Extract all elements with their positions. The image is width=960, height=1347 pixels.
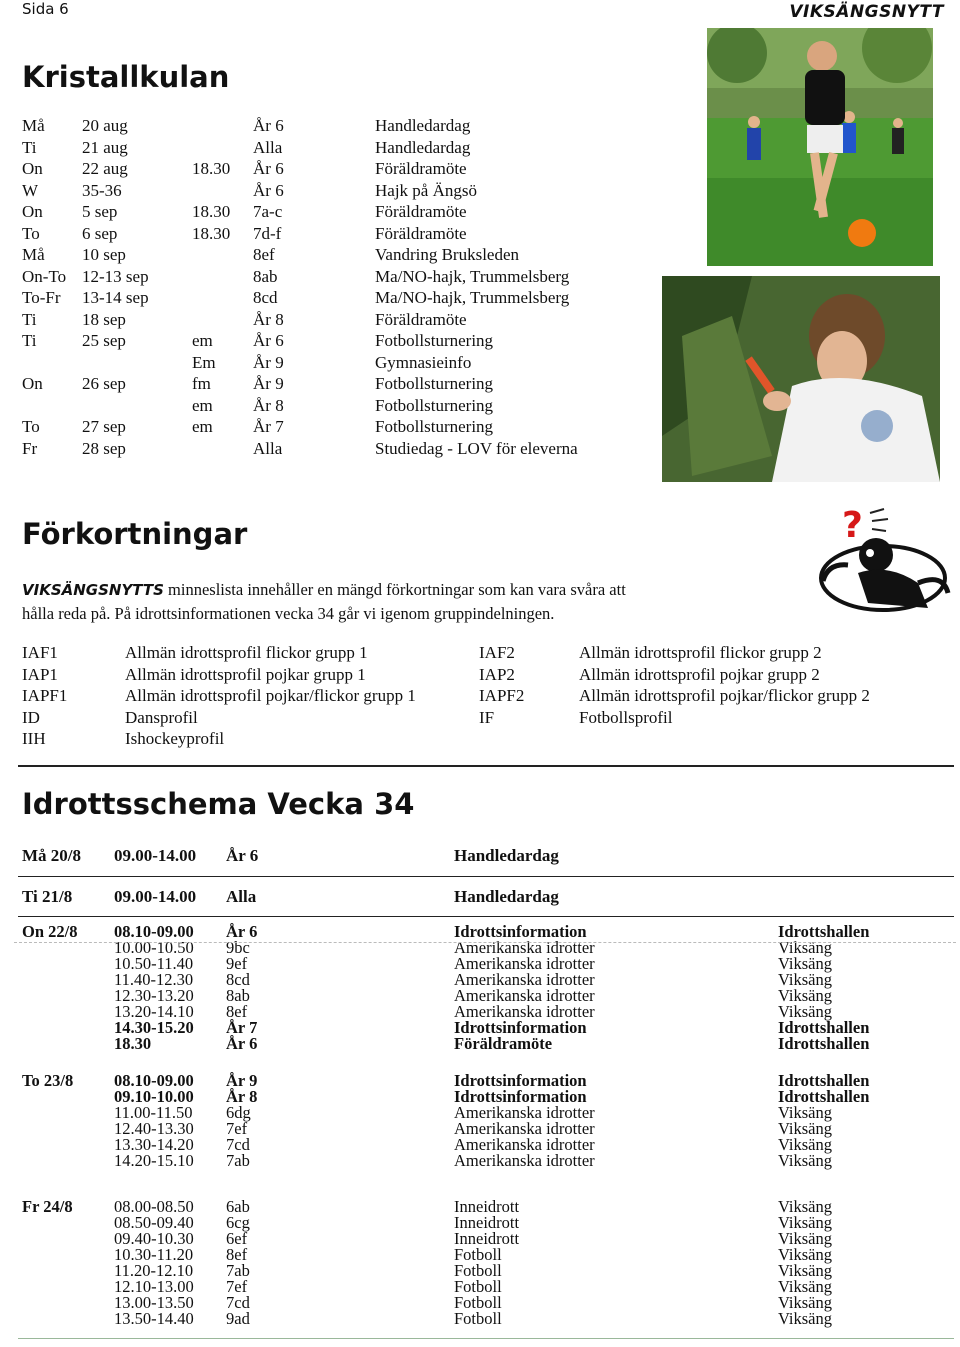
abbreviation-meaning: Allmän idrottsprofil flickor grupp 2 [579, 643, 822, 662]
idrottsschema-title: Idrottsschema Vecka 34 [22, 787, 415, 821]
abbreviation-code: IAPF1 [22, 686, 68, 705]
schedule-activity: Handledardag [454, 887, 559, 906]
kristallkulan-cell: År 6 [253, 116, 284, 135]
schedule-group: 7cd [226, 1293, 250, 1312]
kristallkulan-cell: Föräldramöte [375, 159, 467, 178]
schedule-group: År 6 [226, 922, 258, 941]
schedule-time: 09.40-10.30 [114, 1229, 194, 1248]
schedule-time: 13.30-14.20 [114, 1135, 194, 1154]
kristallkulan-cell: On [22, 159, 43, 178]
kristallkulan-cell: Fotbollsturnering [375, 417, 494, 436]
schedule-group: År 6 [226, 846, 259, 865]
schedule-row [22, 1153, 952, 1169]
schedule-time: 14.30-15.20 [114, 1018, 194, 1037]
schedule-location: Viksäng [778, 1229, 833, 1248]
kristallkulan-cell: Ma/NO-hajk, Trummelsberg [375, 266, 570, 286]
kristallkulan-cell: 18.30 [192, 202, 231, 221]
abbreviation-row [22, 729, 952, 751]
kristallkulan-cell: On [22, 374, 43, 393]
kristallkulan-cell: År 7 [253, 417, 284, 436]
schedule-group: 7ef [226, 1119, 248, 1138]
schedule-day-label: Må 20/8 [22, 846, 82, 865]
schedule-location: Viksäng [778, 1245, 833, 1264]
schedule-group: Alla [226, 887, 257, 906]
schedule-time: 11.20-12.10 [114, 1261, 194, 1280]
schedule-activity: Amerikanska idrotter [454, 970, 595, 989]
schedule-activity: Inneidrott [454, 1197, 520, 1216]
kristallkulan-cell: Föräldramöte [375, 223, 467, 243]
schedule-dashed-divider [14, 942, 956, 943]
schedule-location: Idrottshallen [778, 922, 870, 941]
kristallkulan-cell: År 6 [253, 159, 284, 178]
abbreviation-code: IAP1 [22, 664, 58, 684]
schedule-time: 12.30-13.20 [114, 986, 194, 1005]
schedule-day [22, 924, 952, 1052]
schedule-activity: Amerikanska idrotter [454, 1135, 595, 1154]
kristallkulan-cell: 21 aug [82, 137, 128, 157]
kristallkulan-cell: 28 sep [82, 438, 126, 458]
schedule-group: 8cd [226, 970, 250, 989]
abbreviation-code: IAP2 [479, 664, 515, 684]
kristallkulan-cell: År 6 [253, 180, 284, 200]
schedule-time: 12.10-13.00 [114, 1277, 194, 1296]
kristallkulan-cell: Ma/NO-hajk, Trummelsberg [375, 288, 570, 307]
schedule-group: År 6 [226, 1034, 258, 1053]
kristallkulan-cell: 26 sep [82, 374, 126, 393]
kristallkulan-cell: Må [22, 116, 45, 135]
schedule-row [22, 1036, 952, 1052]
schedule-time: 11.00-11.50 [114, 1103, 193, 1122]
kristallkulan-cell: 7d-f [253, 223, 282, 243]
kristallkulan-cell: 13-14 sep [82, 288, 149, 307]
abbreviation-code: IIH [22, 729, 46, 748]
schedule-group: 9ad [226, 1309, 250, 1328]
schedule-row [22, 1311, 952, 1327]
schedule-location: Viksäng [778, 1213, 833, 1232]
schedule-activity: Idrottsinformation [454, 1087, 587, 1106]
kristallkulan-cell: 25 sep [82, 331, 126, 350]
kristallkulan-cell: 8ef [253, 245, 275, 264]
kristallkulan-cell: 12-13 sep [82, 266, 149, 286]
schedule-group: 8ef [226, 1002, 248, 1021]
kristallkulan-cell: Vandring Bruksleden [375, 245, 520, 264]
kristallkulan-cell: em [192, 417, 213, 436]
kristallkulan-cell: Fotbollsturnering [375, 395, 494, 415]
schedule-day [22, 1199, 952, 1327]
kristallkulan-cell: Ti [22, 331, 37, 350]
schedule-time: 13.50-14.40 [114, 1309, 194, 1328]
kristallkulan-cell: Fotbollsturnering [375, 374, 494, 393]
schedule-activity: Fotboll [454, 1277, 502, 1296]
intro-line2: hålla reda på. På idrottsinformationen vecka 34 går vi igenom gruppindelningen. [22, 604, 555, 623]
schedule-activity: Fotboll [454, 1245, 502, 1264]
football-photo-image [707, 28, 933, 266]
kristallkulan-cell: 20 aug [82, 116, 128, 135]
schedule-location: Idrottshallen [778, 1071, 870, 1090]
schedule-activity: Inneidrott [454, 1229, 520, 1248]
schedule-group: 8ef [226, 1245, 248, 1264]
schedule-group: 7ab [226, 1151, 250, 1170]
schedule-time: 08.10-09.00 [114, 922, 194, 941]
schedule-location: Viksäng [778, 1119, 833, 1138]
schedule-activity: Föräldramöte [454, 1034, 553, 1053]
confused-figure-icon [808, 503, 958, 623]
kristallkulan-cell: År 6 [253, 331, 284, 350]
kristallkulan-cell: Alla [253, 438, 283, 458]
schedule-group: 7ab [226, 1261, 250, 1280]
kristallkulan-cell: Ti [22, 137, 37, 157]
schedule-activity: Amerikanska idrotter [454, 1002, 595, 1021]
svg-text:?: ? [842, 505, 863, 546]
schedule-location: Viksäng [778, 1309, 833, 1328]
kristallkulan-cell: Studiedag - LOV för eleverna [375, 438, 578, 458]
schedule-location: Viksäng [778, 938, 833, 957]
schedule-group: 7ef [226, 1277, 248, 1296]
forkortningar-title: Förkortningar [22, 517, 248, 551]
kristallkulan-cell: 35-36 [82, 180, 122, 200]
schedule-time: 09.10-10.00 [114, 1087, 194, 1106]
schedule-group: 6dg [226, 1103, 251, 1122]
schedule-row [22, 889, 952, 907]
kristallkulan-cell: År 8 [253, 395, 284, 415]
kristallkulan-cell: 7a-c [253, 202, 283, 221]
schedule-location: Idrottshallen [778, 1018, 870, 1037]
schedule-activity: Fotboll [454, 1309, 502, 1328]
schedule-location: Viksäng [778, 1103, 833, 1122]
schedule-time: 11.40-12.30 [114, 970, 194, 989]
kristallkulan-cell: 8cd [253, 288, 278, 307]
schedule-activity: Fotboll [454, 1293, 502, 1312]
kristallkulan-cell: Alla [253, 137, 283, 157]
schedule-group: År 9 [226, 1071, 258, 1090]
kristallkulan-cell: fm [192, 374, 211, 393]
schedule-location: Viksäng [778, 1151, 833, 1170]
kristallkulan-cell: W [22, 180, 39, 200]
page-bottom-line [18, 1338, 954, 1339]
kristallkulan-cell: År 9 [253, 374, 284, 393]
kristallkulan-cell: em [192, 395, 213, 415]
schedule-time: 09.00-14.00 [114, 887, 197, 906]
schedule-day-label: Ti 21/8 [22, 887, 73, 906]
football-photo [707, 28, 933, 266]
abbreviation-meaning: Dansprofil [125, 707, 198, 727]
schedule-activity: Amerikanska idrotter [454, 1103, 595, 1122]
schedule-activity: Amerikanska idrotter [454, 986, 595, 1005]
kristallkulan-cell: 18.30 [192, 223, 231, 243]
schedule-group: 6ef [226, 1229, 248, 1248]
schedule-activity: Fotboll [454, 1261, 502, 1280]
schedule-time: 08.00-08.50 [114, 1197, 194, 1216]
abbreviation-row [22, 708, 952, 730]
abbreviation-meaning: Allmän idrottsprofil pojkar grupp 1 [125, 664, 366, 684]
schedule-location: Viksäng [778, 970, 833, 989]
schedule-location: Viksäng [778, 1277, 833, 1296]
kristallkulan-cell: År 9 [253, 352, 284, 372]
abbreviation-meaning: Allmän idrottsprofil pojkar/flickor grupp 2 [579, 686, 870, 705]
schedule-time: 12.40-13.30 [114, 1119, 194, 1138]
abbreviations-table [22, 643, 952, 751]
schedule-location: Viksäng [778, 1197, 833, 1216]
schedule-group: 8ab [226, 986, 250, 1005]
schedule-activity: Amerikanska idrotter [454, 938, 595, 957]
schedule-time: 08.50-09.40 [114, 1213, 194, 1232]
kristallkulan-cell: On-To [22, 266, 67, 286]
schedule-activity: Handledardag [454, 846, 559, 865]
schedule-divider [18, 876, 954, 877]
abbreviation-row [22, 643, 952, 665]
abbreviation-row [22, 665, 952, 687]
schedule-day-label: To 23/8 [22, 1071, 74, 1090]
kristallkulan-cell: Föräldramöte [375, 309, 467, 329]
kristallkulan-title: Kristallkulan [22, 60, 230, 94]
intro-line1: minneslista innehåller en mängd förkortningar som kan vara svåra att [163, 580, 626, 599]
schedule-divider [18, 916, 954, 917]
kristallkulan-cell: 10 sep [82, 245, 126, 264]
schedule-group: 7cd [226, 1135, 250, 1154]
schedule-location: Viksäng [778, 1293, 833, 1312]
kristallkulan-cell: To [22, 223, 40, 243]
page-number: Sida 6 [22, 0, 69, 18]
schedule-time: 10.50-11.40 [114, 954, 194, 973]
kristallkulan-cell: Em [192, 352, 216, 372]
kristallkulan-cell: To-Fr [22, 288, 61, 307]
kristallkulan-cell: To [22, 417, 40, 436]
schedule-location: Idrottshallen [778, 1034, 870, 1053]
schedule-row [22, 848, 952, 866]
schedule-activity: Amerikanska idrotter [454, 954, 595, 973]
schedule-group: År 8 [226, 1087, 258, 1106]
schedule-time: 13.00-13.50 [114, 1293, 194, 1312]
kristallkulan-cell: 18 sep [82, 309, 126, 329]
abbreviation-meaning: Allmän idrottsprofil pojkar/flickor grupp 1 [125, 686, 416, 705]
schedule-location: Viksäng [778, 954, 833, 973]
section-divider [18, 765, 954, 767]
abbreviation-row [22, 686, 952, 708]
schedule-location: Idrottshallen [778, 1087, 870, 1106]
schedule-activity: Amerikanska idrotter [454, 1119, 595, 1138]
schedule-time: 08.10-09.00 [114, 1071, 194, 1090]
kristallkulan-cell: Fr [22, 438, 38, 458]
schedule-day [22, 1073, 952, 1169]
schedule-group: 6ab [226, 1197, 250, 1216]
abbreviation-code: IAPF2 [479, 686, 525, 705]
kristallkulan-cell: 27 sep [82, 417, 126, 436]
schedule-activity: Idrottsinformation [454, 922, 587, 941]
abbreviation-meaning: Ishockeyprofil [125, 729, 225, 748]
schedule-day [22, 848, 952, 866]
schedule-activity: Amerikanska idrotter [454, 1151, 595, 1170]
kristallkulan-cell: Må [22, 245, 45, 264]
schedule-activity: Idrottsinformation [454, 1071, 587, 1090]
schedule-location: Viksäng [778, 1261, 833, 1280]
kristallkulan-cell: Fotbollsturnering [375, 331, 494, 350]
kristallkulan-cell: 8ab [253, 266, 278, 286]
schedule-location: Viksäng [778, 1135, 833, 1154]
schedule-day [22, 889, 952, 907]
schedule-time: 10.30-11.20 [114, 1245, 194, 1264]
kristallkulan-cell: Föräldramöte [375, 202, 467, 221]
schedule-time: 10.00-10.50 [114, 938, 194, 957]
kristallkulan-cell: År 8 [253, 309, 284, 329]
schedule-group: År 7 [226, 1018, 258, 1037]
kristallkulan-cell: Handledardag [375, 116, 471, 135]
kristallkulan-cell: On [22, 202, 43, 221]
schedule-group: 9ef [226, 954, 248, 973]
abbreviations-intro [22, 578, 792, 625]
abbreviation-code: IAF2 [479, 643, 515, 662]
schedule-day-label: Fr 24/8 [22, 1197, 73, 1216]
kristallkulan-cell: Hajk på Ängsö [375, 180, 477, 200]
schedule-time: 13.20-14.10 [114, 1002, 194, 1021]
orienteering-photo [662, 276, 940, 482]
intro-lead: VIKSÄNGSNYTTS [22, 581, 164, 599]
kristallkulan-cell: Handledardag [375, 137, 471, 157]
schedule-location: Viksäng [778, 986, 833, 1005]
schedule-activity: Inneidrott [454, 1213, 520, 1232]
newsletter-brand: VIKSÄNGSNYTT [789, 2, 944, 22]
kristallkulan-cell: 5 sep [82, 202, 118, 221]
abbreviation-meaning: Allmän idrottsprofil pojkar grupp 2 [579, 664, 820, 684]
schedule-time: 09.00-14.00 [114, 846, 197, 865]
kristallkulan-cell: 6 sep [82, 223, 118, 243]
kristallkulan-cell: 22 aug [82, 159, 128, 178]
kristallkulan-cell: Gymnasieinfo [375, 352, 472, 372]
abbreviation-meaning: Allmän idrottsprofil flickor grupp 1 [125, 643, 368, 662]
abbreviation-meaning: Fotbollsprofil [579, 707, 673, 727]
schedule-group: 9bc [226, 938, 250, 957]
schedule-day-label: On 22/8 [22, 922, 78, 941]
schedule-location: Viksäng [778, 1002, 833, 1021]
kristallkulan-cell: 18.30 [192, 159, 231, 178]
schedule-time: 18.30 [114, 1034, 152, 1053]
kristallkulan-cell: em [192, 331, 213, 350]
orienteering-photo-image [662, 276, 940, 482]
schedule-time: 14.20-15.10 [114, 1151, 194, 1170]
abbreviation-code: IF [479, 707, 495, 727]
schedule-activity: Idrottsinformation [454, 1018, 587, 1037]
schedule-group: 6cg [226, 1213, 250, 1232]
kristallkulan-cell: Ti [22, 309, 37, 329]
abbreviation-code: ID [22, 707, 40, 727]
abbreviation-code: IAF1 [22, 643, 58, 662]
